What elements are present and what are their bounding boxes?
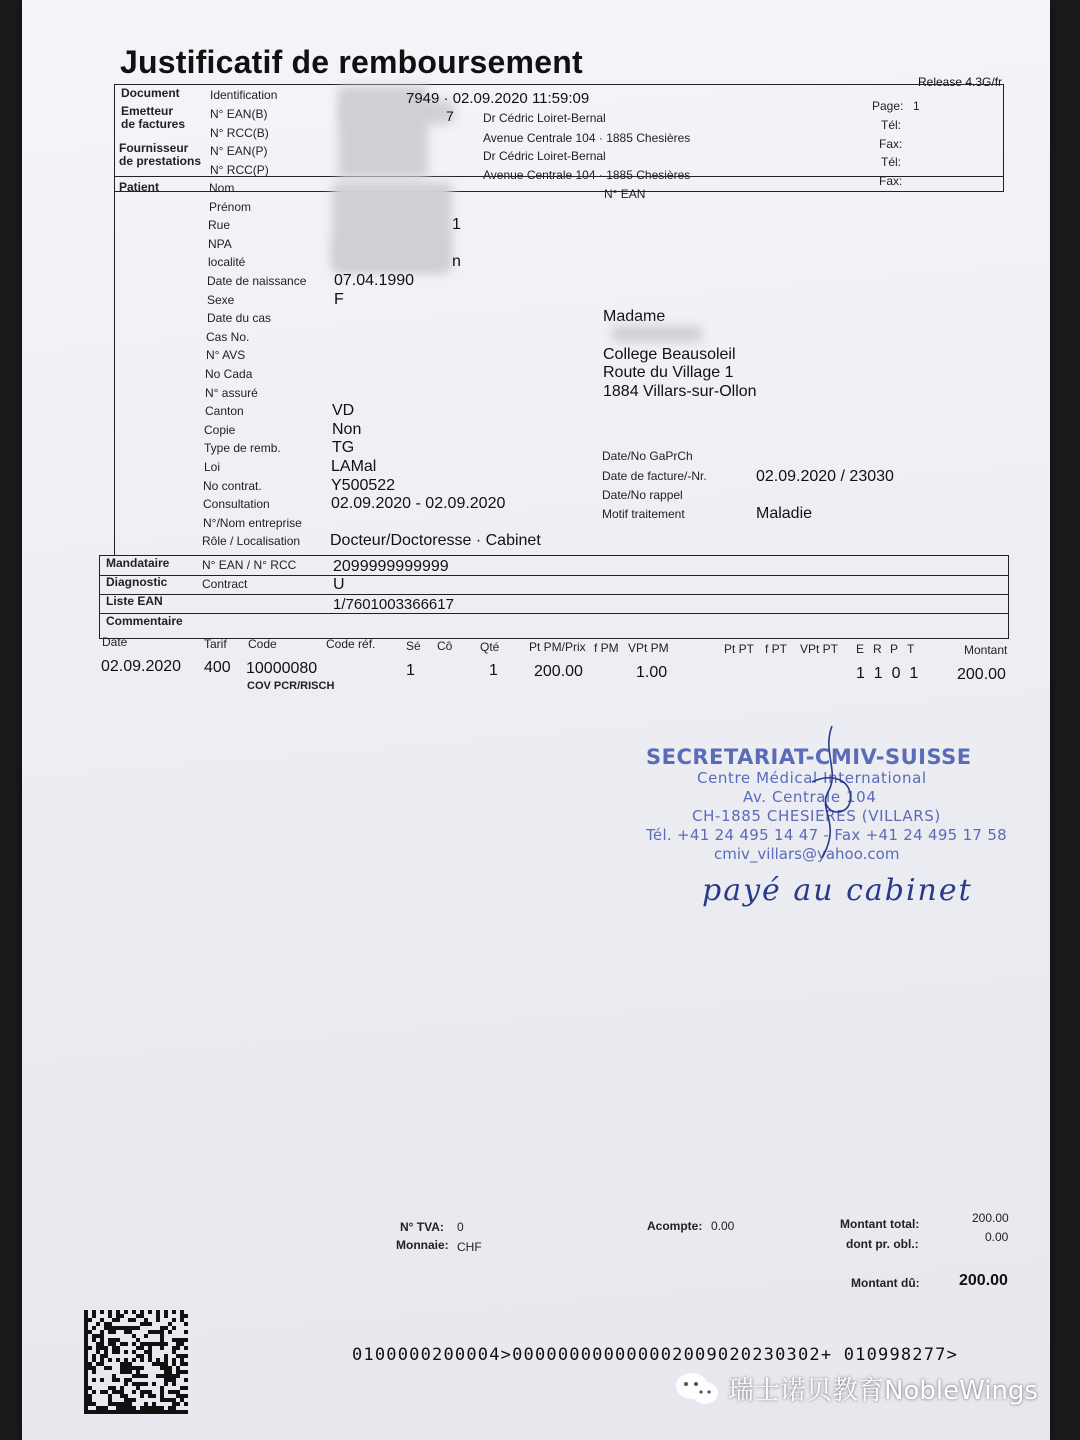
col-header-r: R bbox=[873, 642, 882, 656]
col-header-p: P bbox=[890, 642, 899, 656]
montant-du-label: Montant dû: bbox=[851, 1276, 920, 1290]
tva-value: 0 bbox=[457, 1220, 464, 1234]
dont-value: 0.00 bbox=[985, 1230, 1009, 1244]
col-header-qte: Qté bbox=[480, 640, 500, 654]
patient-field-value: 02.09.2020 - 02.09.2020 bbox=[331, 495, 506, 512]
diagnostic-label: Diagnostic bbox=[106, 575, 168, 589]
tel-label-2: Tél: bbox=[881, 155, 902, 169]
mandataire-sub: N° EAN / N° RCC bbox=[202, 558, 297, 572]
col-header-t: T bbox=[907, 642, 915, 656]
row-date: 02.09.2020 bbox=[101, 658, 182, 675]
fournisseur-label: Fournisseur de prestations bbox=[119, 141, 202, 168]
patient-field-value: 07.04.1990 bbox=[334, 272, 415, 289]
patient-field-label: Type de remb. bbox=[204, 441, 281, 455]
col-header-f-pt: f PT bbox=[765, 642, 788, 656]
patient-field-value: Non bbox=[332, 421, 362, 438]
ean-b-value: 7 bbox=[446, 108, 454, 124]
patient-field-value: LAMal bbox=[331, 458, 377, 475]
redaction bbox=[334, 236, 446, 270]
mandataire-value: 2099999999999 bbox=[333, 558, 449, 575]
patient-field-label: Rôle / Localisation bbox=[202, 534, 301, 548]
address-line-2: College Beausoleil bbox=[603, 346, 736, 363]
fax-label-2: Fax: bbox=[879, 174, 903, 188]
acompte-label: Acompte: bbox=[647, 1219, 703, 1233]
row-code: 10000080 bbox=[246, 660, 318, 677]
row-montant: 200.00 bbox=[957, 666, 1006, 683]
stamp-line-2: Centre Médical International bbox=[697, 769, 927, 787]
rcc-p-label: N° RCC(P) bbox=[210, 163, 269, 177]
divider bbox=[99, 575, 1009, 576]
patient-field-label: N° assuré bbox=[205, 386, 258, 400]
patient-field-label: No Cada bbox=[205, 367, 253, 381]
col-header-f-pm: f PM bbox=[594, 641, 619, 655]
patient-field-label: N° AVS bbox=[206, 348, 246, 362]
emetteur-address: Avenue Centrale 104 · 1885 Chesières bbox=[483, 131, 691, 145]
release-label: Release 4.3G/fr bbox=[918, 75, 1003, 89]
montant-du-value: 200.00 bbox=[959, 1272, 1008, 1289]
row-tarif: 400 bbox=[204, 659, 231, 676]
row-qte: 1 bbox=[489, 662, 498, 679]
col-header-pt-pm: Pt PM/Prix bbox=[529, 640, 586, 654]
tel-label: Tél: bbox=[881, 118, 902, 132]
diagnostic-sub: Contract bbox=[202, 577, 248, 591]
patient-field-label: Sexe bbox=[207, 293, 235, 307]
emetteur-name: Dr Cédric Loiret-Bernal bbox=[483, 111, 606, 125]
patient-field-value: Y500522 bbox=[331, 477, 396, 494]
col-header-e: E bbox=[856, 642, 865, 656]
montant-total-label: Montant total: bbox=[840, 1217, 920, 1231]
patient-field-label: Copie bbox=[204, 423, 236, 437]
reimbursement-document bbox=[22, 0, 1050, 1440]
handwritten-note: payé au cabinet bbox=[702, 873, 973, 908]
page-value: 1 bbox=[913, 99, 920, 113]
fournisseur-name: Dr Cédric Loiret-Bernal bbox=[483, 149, 606, 163]
stamp-line-1: SECRETARIAT-CMIV-SUISSE bbox=[646, 745, 972, 769]
row-erpt: 1 1 0 1 bbox=[856, 665, 919, 682]
chat-icon bbox=[674, 1371, 720, 1407]
patient-field-value: TG bbox=[332, 439, 355, 456]
patient-field-label: Nom bbox=[209, 181, 235, 195]
watermark bbox=[674, 1370, 1038, 1407]
address-line-4: 1884 Villars-sur-Ollon bbox=[603, 383, 757, 400]
col-header-montant: Montant bbox=[964, 643, 1008, 657]
redaction bbox=[612, 326, 702, 342]
date-facture-value: 02.09.2020 / 23030 bbox=[756, 468, 894, 485]
page-label: Page: bbox=[872, 99, 904, 113]
fournisseur-address: Avenue Centrale 104 · 1885 Chesières bbox=[483, 168, 691, 182]
liste-ean-value: 1/7601003366617 bbox=[333, 596, 454, 613]
patient-field-label: Prénom bbox=[209, 200, 252, 214]
col-header-code: Code bbox=[248, 637, 277, 651]
stamp-line-5: Tél. +41 24 495 14 47 - Fax +41 24 495 17 58 bbox=[646, 826, 1008, 844]
row-pt-pm: 200.00 bbox=[534, 663, 583, 680]
datamatrix-code bbox=[84, 1310, 188, 1414]
acompte-value: 0.00 bbox=[711, 1219, 735, 1233]
patient-field-value: n bbox=[452, 253, 461, 270]
patient-field-label: Date de naissance bbox=[207, 274, 307, 288]
ean-b-label: N° EAN(B) bbox=[210, 107, 268, 121]
col-header-vpt-pm: VPt PM bbox=[628, 641, 669, 655]
motif-value: Maladie bbox=[756, 505, 813, 522]
stamp-line-6: cmiv_villars@yahoo.com bbox=[714, 845, 900, 863]
row-se: 1 bbox=[406, 662, 415, 679]
page-title: Justificatif de remboursement bbox=[120, 44, 583, 80]
patient-field-value: 1 bbox=[452, 216, 461, 233]
patient-field-label: Canton bbox=[205, 404, 244, 418]
col-header-code-ref: Code réf. bbox=[326, 637, 376, 651]
date-rappel-label: Date/No rappel bbox=[602, 488, 683, 502]
signature-scribble bbox=[792, 722, 872, 862]
stamp-line-3: Av. Centrale 104 bbox=[743, 788, 877, 806]
stamp-line-4: CH-1885 CHESIERES (VILLARS) bbox=[692, 807, 941, 825]
patient-field-value: VD bbox=[332, 402, 355, 419]
monnaie-value: CHF bbox=[457, 1240, 482, 1254]
patient-ean-label: N° EAN bbox=[604, 187, 646, 201]
patient-field-label: Cas No. bbox=[206, 330, 250, 344]
patient-field-label: Consultation bbox=[203, 497, 270, 511]
mandataire-label: Mandataire bbox=[106, 556, 170, 570]
gaprch-label: Date/No GaPrCh bbox=[602, 449, 693, 463]
rcc-b-label: N° RCC(B) bbox=[210, 126, 269, 140]
divider bbox=[99, 613, 1009, 614]
tva-label: N° TVA: bbox=[400, 1220, 444, 1234]
col-header-se: Sé bbox=[406, 639, 421, 653]
row-code-desc: COV PCR/RISCH bbox=[247, 680, 335, 692]
dont-label: dont pr. obl.: bbox=[846, 1237, 919, 1251]
montant-total-value: 200.00 bbox=[972, 1211, 1009, 1225]
patient-field-label: NPA bbox=[208, 237, 232, 251]
coding-line: 0100000200004>000000000000002009020230302+ 010998277> bbox=[352, 1345, 959, 1365]
patient-field-label: No contrat. bbox=[203, 479, 262, 493]
col-header-pt-pt: Pt PT bbox=[724, 642, 755, 656]
identification-value: 7949 · 02.09.2020 11:59:09 bbox=[406, 90, 590, 107]
fax-label: Fax: bbox=[879, 137, 903, 151]
date-facture-label: Date de facture/-Nr. bbox=[602, 469, 707, 483]
patient-field-label: Date du cas bbox=[207, 311, 272, 325]
divider bbox=[99, 594, 1009, 595]
address-line-1: Madame bbox=[603, 308, 666, 325]
patient-field-value: Docteur/Doctoresse · Cabinet bbox=[330, 532, 541, 549]
patient-field-value: F bbox=[334, 291, 344, 308]
patient-field-label: localité bbox=[208, 255, 246, 269]
liste-ean-label: Liste EAN bbox=[106, 594, 163, 608]
diagnostic-value: U bbox=[333, 576, 345, 593]
patient-field-label: Loi bbox=[204, 460, 221, 474]
col-header-co: Cô bbox=[437, 639, 453, 653]
commentaire-label: Commentaire bbox=[106, 614, 183, 628]
col-header-date: Date bbox=[102, 635, 128, 649]
address-line-3: Route du Village 1 bbox=[603, 364, 734, 381]
patient-label: Patient bbox=[119, 180, 160, 194]
ean-p-label: N° EAN(P) bbox=[210, 144, 268, 158]
emetteur-label: Emetteur de factures bbox=[121, 104, 186, 131]
patient-field-label: N°/Nom entreprise bbox=[203, 516, 302, 530]
watermark-text: 瑞士诺贝教育NobleWings bbox=[728, 1376, 1038, 1406]
col-header-tarif: Tarif bbox=[204, 637, 227, 651]
monnaie-label: Monnaie: bbox=[396, 1238, 449, 1252]
row-vpt-pm: 1.00 bbox=[636, 664, 668, 681]
patient-box-left-border bbox=[114, 176, 115, 556]
motif-label: Motif traitement bbox=[602, 507, 685, 521]
patient-field-label: Rue bbox=[208, 218, 231, 232]
document-label: Document bbox=[121, 86, 180, 100]
col-header-vpt-pt: VPt PT bbox=[800, 642, 839, 656]
identification-label: Identification bbox=[210, 88, 278, 102]
